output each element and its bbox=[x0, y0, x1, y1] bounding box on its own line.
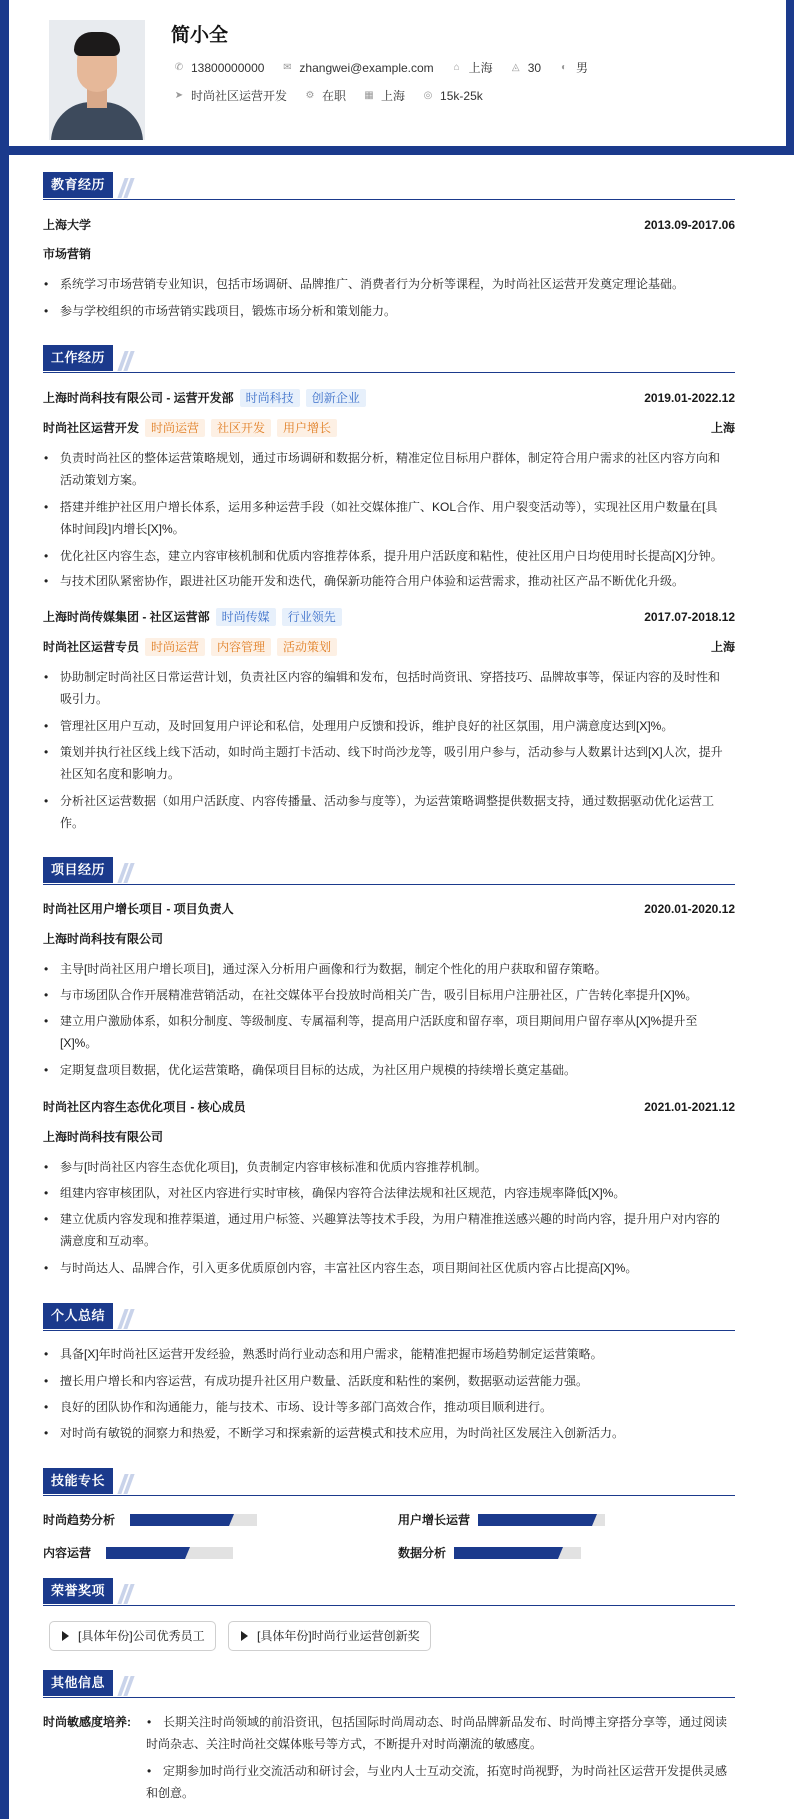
project-header bbox=[43, 900, 735, 918]
list-item: • 优化社区内容生态，建立内容审核机制和优质内容推荐体系，提升用户活跃度和粘性，使社区用户日均使用时长提高[X]分钟。 bbox=[43, 545, 735, 567]
list-item: • 良好的团队协作和沟通能力，能与技术、市场、设计等多部门高效合作，推动项目顺利进行。 bbox=[43, 1396, 735, 1418]
tag: 社区开发 bbox=[211, 419, 271, 437]
section-title: 技能专长 bbox=[43, 1468, 113, 1494]
list-item-cont: 活动策划方案。 bbox=[60, 473, 145, 487]
list-item: • 长期关注时尚领域的前沿资讯，包括国际时尚周动态、时尚品牌新品发布、时尚博主穿搭分享等，通过阅读 bbox=[146, 1711, 735, 1733]
edu-header bbox=[43, 216, 735, 234]
period: 2021.01-2021.12 bbox=[644, 1100, 735, 1114]
section-title: 工作经历 bbox=[43, 345, 113, 371]
list-item: • 组建内容审核团队，对社区内容进行实时审核，确保内容符合法律法规和社区规范，内容违规率降低[X]%。 bbox=[43, 1182, 735, 1204]
tag: 时尚运营 bbox=[145, 419, 205, 437]
skill-bar-fill bbox=[130, 1514, 229, 1526]
list-item: • 系统学习市场营销专业知识，包括市场调研、品牌推广、消费者行为分析等课程，为时尚社区运营开发奠定理论基础。 bbox=[43, 273, 735, 295]
list-item-cont: 吸引力。 bbox=[60, 692, 109, 706]
gear-icon: ⚙ bbox=[305, 89, 315, 101]
tag: 活动策划 bbox=[277, 638, 337, 656]
phone: 13800000000 bbox=[191, 60, 265, 75]
phone-icon: ✆ bbox=[174, 61, 184, 73]
play-icon bbox=[62, 1631, 69, 1641]
age: 30 bbox=[527, 60, 542, 75]
work-header bbox=[43, 608, 735, 626]
section-other bbox=[43, 1670, 735, 1698]
list-item: • 与市场团队合作开展精准营销活动，在社交媒体平台投放时尚相关广告，吸引目标用户注册社区，广告转化率提升[X]%。 bbox=[43, 984, 735, 1006]
period: 2013.09-2017.06 bbox=[644, 218, 735, 232]
list-item: • 参与学校组织的市场营销实践项目，锻炼市场分析和策划能力。 bbox=[43, 300, 735, 322]
tag: 行业领先 bbox=[282, 608, 342, 626]
skill-bar bbox=[478, 1514, 605, 1526]
city: 上海 bbox=[468, 61, 493, 75]
major: 市场营销 bbox=[43, 247, 92, 261]
company: 上海时尚传媒集团 - 社区运营部 bbox=[43, 610, 210, 624]
target-position: 时尚社区运营开发 bbox=[191, 89, 288, 103]
work-header bbox=[43, 389, 735, 407]
age-icon: ◬ bbox=[511, 61, 520, 73]
role: 时尚社区运营开发 bbox=[43, 421, 140, 435]
list-item: • 建立用户激励体系，如积分制度、等级制度、专属福利等，提高用户活跃度和留存率，项目期间用户留存率从[X]%提升至 bbox=[43, 1010, 735, 1032]
target-city: 上海 bbox=[381, 89, 406, 103]
list-item: • 策划并执行社区线上线下活动，如时尚主题打卡活动、线下时尚沙龙等，吸引用户参与，活动参与人数累计达到[X]人次，提升 bbox=[43, 741, 735, 763]
work-role bbox=[43, 638, 735, 656]
list-item: • 定期复盘项目数据，优化运营策略，确保项目目标的达成，为社区用户规模的持续增长奠定基础。 bbox=[43, 1059, 735, 1081]
list-item: • 管理社区用户互动，及时回复用户评论和私信，处理用户反馈和投诉，维护良好的社区氛围，用户满意度达到[X]%。 bbox=[43, 715, 735, 737]
list-item: • 建立优质内容发现和推荐渠道，通过用户标签、兴趣算法等技术手段，为用户精准推送感兴趣的时尚内容，提升用户对内容的 bbox=[43, 1208, 735, 1230]
list-item: • 与时尚达人、品牌合作，引入更多优质原创内容，丰富社区内容生态，项目期间社区优质内容占比提高[X]%。 bbox=[43, 1257, 735, 1279]
job-row bbox=[173, 87, 500, 104]
list-item-cont: 体时间段]内增长[X]%。 bbox=[60, 522, 185, 536]
section-title: 项目经历 bbox=[43, 857, 113, 883]
skill-name: 数据分析 bbox=[398, 1546, 447, 1560]
list-item: • 擅长用户增长和内容运营，有成功提升社区用户数量、活跃度和粘性的案例，数据驱动运营能力强。 bbox=[43, 1370, 735, 1392]
tag: 时尚科技 bbox=[240, 389, 300, 407]
contact-row bbox=[173, 59, 605, 76]
skill-bar bbox=[130, 1514, 257, 1526]
award-label: [具体年份]时尚行业运营创新奖 bbox=[257, 1629, 420, 1643]
section-work bbox=[43, 345, 735, 373]
tag: 内容管理 bbox=[211, 638, 271, 656]
section-awards bbox=[43, 1578, 735, 1606]
tag: 创新企业 bbox=[306, 389, 366, 407]
other-label: 时尚敏感度培养: bbox=[43, 1715, 131, 1729]
award-item bbox=[228, 1621, 431, 1651]
list-item-cont: 满意度和互动率。 bbox=[60, 1234, 157, 1248]
gender-icon: ◐ bbox=[561, 61, 568, 73]
building-icon: ▦ bbox=[364, 89, 374, 101]
section-education bbox=[43, 172, 735, 200]
list-item-cont: [X]%。 bbox=[60, 1036, 98, 1050]
tag: 用户增长 bbox=[277, 419, 337, 437]
list-item: • 分析社区运营数据（如用户活跃度、内容传播量、活动参与度等），为运营策略调整提供数据支持，通过数据驱动优化运营工 bbox=[43, 790, 735, 812]
mail-icon: ✉ bbox=[283, 61, 292, 73]
section-projects bbox=[43, 857, 735, 885]
tag: 时尚运营 bbox=[145, 638, 205, 656]
award-label: [具体年份]公司优秀员工 bbox=[78, 1629, 205, 1643]
project-company: 上海时尚科技有限公司 bbox=[43, 1130, 164, 1144]
work-role bbox=[43, 419, 735, 437]
section-title: 教育经历 bbox=[43, 172, 113, 198]
skill-bar bbox=[454, 1547, 581, 1559]
skill-name: 时尚趋势分析 bbox=[43, 1513, 116, 1527]
section-title: 其他信息 bbox=[43, 1670, 113, 1696]
skill-bar bbox=[106, 1547, 233, 1559]
project-header bbox=[43, 1098, 735, 1116]
school: 上海大学 bbox=[43, 218, 92, 232]
list-item: • 负责时尚社区的整体运营策略规划，通过市场调研和数据分析，精准定位目标用户群体，制定符合用户需求的社区内容方向和 bbox=[43, 447, 735, 469]
award-item bbox=[49, 1621, 216, 1651]
send-icon: ➤ bbox=[174, 89, 184, 101]
project-company: 上海时尚科技有限公司 bbox=[43, 932, 164, 946]
list-item: • 定期参加时尚行业交流活动和研讨会，与业内人士互动交流，拓宽时尚视野，为时尚社区运营开发提供灵感 bbox=[146, 1760, 735, 1782]
list-item: • 具备[X]年时尚社区运营开发经验，熟悉时尚行业动态和用户需求，能精准把握市场趋势制定运营策略。 bbox=[43, 1343, 735, 1365]
list-item-cont: 社区知名度和影响力。 bbox=[60, 767, 181, 781]
company: 上海时尚科技有限公司 - 运营开发部 bbox=[43, 391, 234, 405]
profile-name: 简小全 bbox=[171, 25, 229, 46]
section-title: 荣誉奖项 bbox=[43, 1578, 113, 1604]
money-icon: ◎ bbox=[423, 89, 433, 101]
role: 时尚社区运营专员 bbox=[43, 640, 140, 654]
list-item: • 参与[时尚社区内容生态优化项目]，负责制定内容审核标准和优质内容推荐机制。 bbox=[43, 1156, 735, 1178]
skill-name: 用户增长运营 bbox=[398, 1513, 471, 1527]
list-item-cont: 和创意。 bbox=[146, 1786, 195, 1800]
home-icon: ⌂ bbox=[453, 61, 460, 73]
list-item: • 协助制定时尚社区日常运营计划，负责社区内容的编辑和发布，包括时尚资讯、穿搭技巧、品牌故事等，保证内容的及时性和 bbox=[43, 666, 735, 688]
city: 上海 bbox=[710, 421, 735, 435]
list-item: • 搭建并维护社区用户增长体系，运用多种运营手段（如社交媒体推广、KOL合作、用户裂变活动等），实现社区用户数量在[具 bbox=[43, 496, 735, 518]
list-item-cont: 时尚杂志、关注时尚社交媒体账号等方式，不断提升对时尚潮流的敏感度。 bbox=[146, 1737, 543, 1751]
project-title: 时尚社区内容生态优化项目 - 核心成员 bbox=[43, 1100, 246, 1114]
period: 2019.01-2022.12 bbox=[644, 391, 735, 405]
list-item-cont: 作。 bbox=[60, 816, 85, 830]
period: 2020.01-2020.12 bbox=[644, 902, 735, 916]
skill-bar-fill bbox=[106, 1547, 185, 1559]
project-title: 时尚社区用户增长项目 - 项目负责人 bbox=[43, 902, 234, 916]
list-item: • 主导[时尚社区用户增长项目]，通过深入分析用户画像和行为数据，制定个性化的用户获取和留存策略。 bbox=[43, 958, 735, 980]
period: 2017.07-2018.12 bbox=[644, 610, 735, 624]
avatar bbox=[49, 20, 145, 140]
email: zhangwei@example.com bbox=[299, 60, 434, 75]
skill-bar-fill bbox=[478, 1514, 592, 1526]
tag: 时尚传媒 bbox=[216, 608, 276, 626]
section-title: 个人总结 bbox=[43, 1303, 113, 1329]
salary: 15k-25k bbox=[440, 88, 483, 103]
play-icon bbox=[241, 1631, 248, 1641]
list-item: • 与技术团队紧密协作，跟进社区功能开发和迭代，确保新功能符合用户体验和运营需求，推动社区产品不断优化升级。 bbox=[43, 570, 735, 592]
section-skills bbox=[43, 1468, 735, 1496]
list-item: • 对时尚有敏锐的洞察力和热爱，不断学习和探索新的运营模式和技术应用，为时尚社区发展注入创新活力。 bbox=[43, 1422, 735, 1444]
skill-name: 内容运营 bbox=[43, 1546, 92, 1560]
skill-bar-fill bbox=[454, 1547, 558, 1559]
left-band bbox=[0, 0, 9, 1819]
city: 上海 bbox=[710, 640, 735, 654]
gender: 男 bbox=[576, 61, 589, 75]
section-summary bbox=[43, 1303, 735, 1331]
status: 在职 bbox=[322, 89, 347, 103]
